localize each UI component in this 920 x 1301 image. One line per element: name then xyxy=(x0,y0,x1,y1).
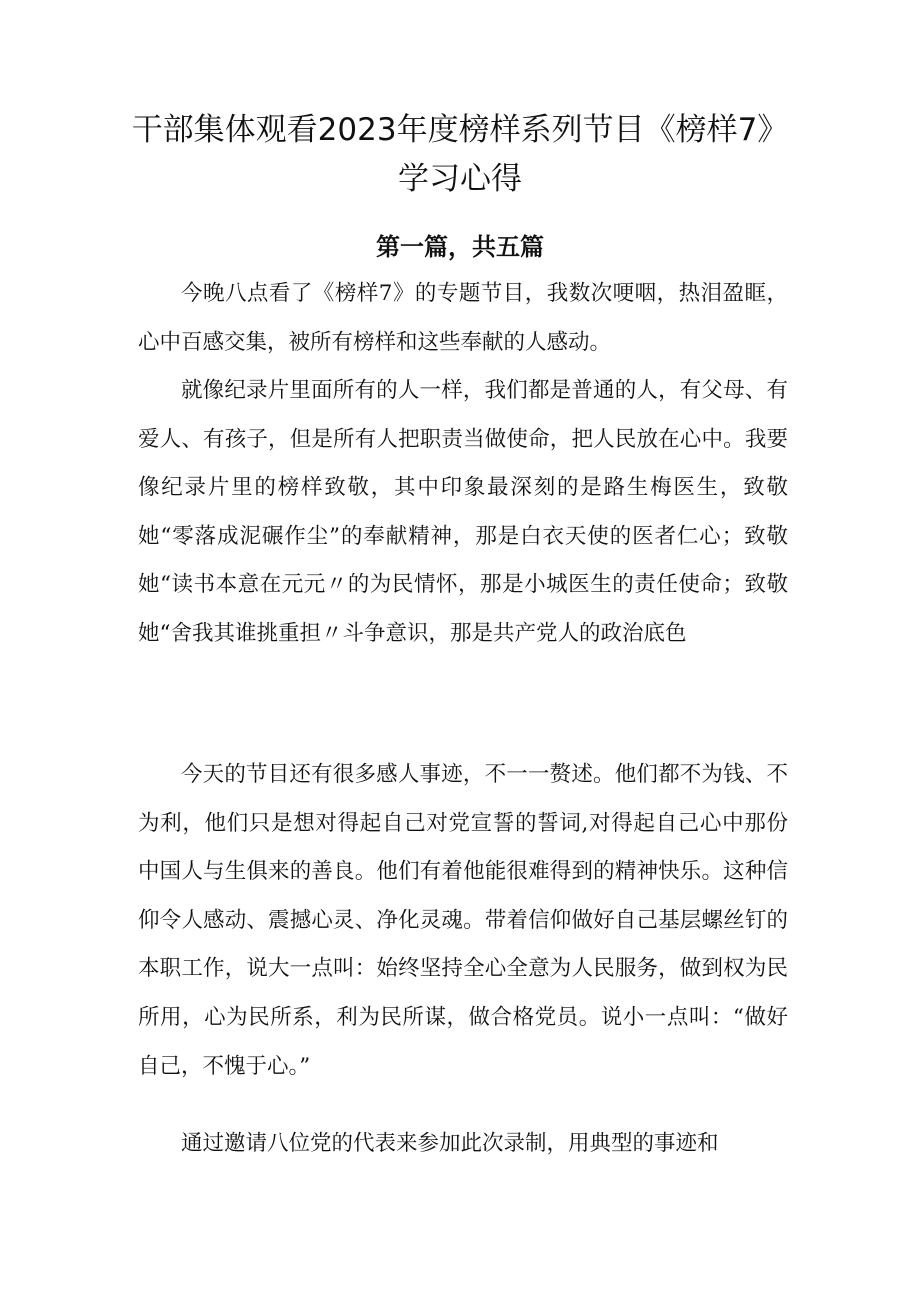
document-title: 干部集体观看2023年度榜样系列节目《榜样7》学习心得 xyxy=(131,112,789,197)
section-heading: 第一篇，共五篇 xyxy=(376,233,544,261)
paragraph-1: 今晚八点看了《榜样7》的专题节目，我数次哽咽，热泪盈眶，心中百感交集，被所有榜样和这些奉献的人感动。 xyxy=(138,281,788,355)
paragraph-4: 通过邀请八位党的代表来参加此次录制，用典型的事迹和 xyxy=(181,1131,719,1156)
paragraph-2: 就像纪录片里面所有的人一样，我们都是普通的人，有父母、有爱人、有孩子，但是所有人把职责当做使命，把人民放在心中。我要像纪录片里的榜样致敬，其中印象最深刻的是路生梅医生，致敬她“零落成泥碾作尘”的奉献精神，那是白衣天使的医者仁心；致敬她“读书本意在元元〃的为民情怀，那是小城医生的责任使命；致敬她“舍我其谁挑重担〃斗争意识，那是共产党人的政治底色 xyxy=(138,378,788,646)
paragraph-3: 今天的节目还有很多感人事迹，不一一赘述。他们都不为钱、不为利，他们只是想对得起自己对党宣誓的誓词,对得起自己心中那份中国人与生俱来的善良。他们有着他能很难得到的精神快乐。这种信仰令人感动、震撼心灵、净化灵魂。带着信仰做好自己基层螺丝钉的本职工作，说大一点叫：始终坚持全心全意为人民服务，做到权为民所用，心为民所系，利为民所谋，做合格党员。说小一点叫：“做好自己，不愧于心。” xyxy=(138,762,788,1079)
